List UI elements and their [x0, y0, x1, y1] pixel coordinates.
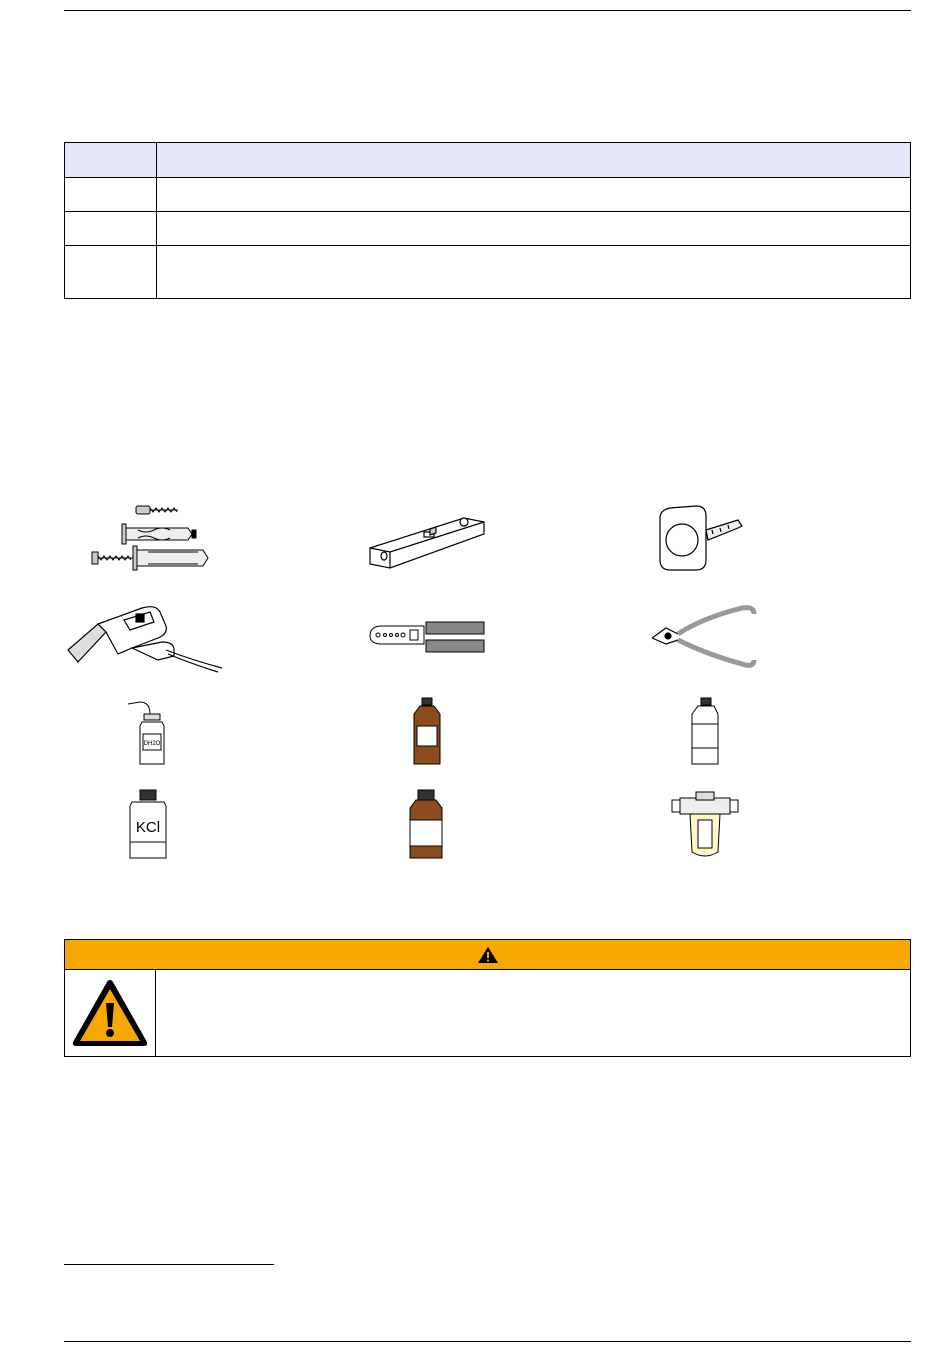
tape-measure-icon	[642, 500, 812, 580]
warning-triangle-icon	[70, 977, 150, 1049]
footer-rule	[64, 1341, 911, 1342]
power-drill-icon	[62, 598, 232, 678]
cutting-pliers-icon	[642, 598, 812, 678]
warning-text	[156, 970, 910, 1056]
warning-banner	[65, 940, 910, 970]
wash-bottle-dh2o-icon	[70, 694, 240, 774]
table-header-row	[65, 143, 911, 178]
warning-box	[64, 939, 911, 1057]
table-cell	[157, 246, 911, 299]
table-cell	[157, 178, 911, 212]
warning-body	[65, 970, 910, 1056]
footnote-rule	[64, 1264, 274, 1265]
brown-reagent-bottle-small-icon	[344, 694, 514, 774]
bottle-label-dh2o: DH2O	[143, 741, 161, 747]
top-rule	[64, 10, 911, 11]
table-cell	[65, 178, 157, 212]
kcl-bottle-icon	[64, 784, 234, 864]
white-reagent-bottle-icon	[622, 694, 792, 774]
table-header-cell	[157, 143, 911, 178]
spirit-level-icon	[352, 500, 522, 580]
table-cell	[65, 246, 157, 299]
warning-icon-cell	[65, 970, 156, 1056]
table-row	[65, 212, 911, 246]
brown-reagent-bottle-large-icon	[342, 784, 512, 864]
wall-anchors-screws-icon	[78, 500, 248, 580]
requirements-table	[64, 142, 911, 299]
bottle-label-kcl: KCl	[135, 819, 161, 836]
table-cell	[157, 212, 911, 246]
warning-banner-icon	[477, 946, 499, 964]
table-cell	[65, 212, 157, 246]
table-row	[65, 178, 911, 212]
wire-stripper-icon	[352, 598, 522, 678]
table-row	[65, 246, 911, 299]
water-filter-icon	[622, 784, 792, 864]
table-header-cell	[65, 143, 157, 178]
